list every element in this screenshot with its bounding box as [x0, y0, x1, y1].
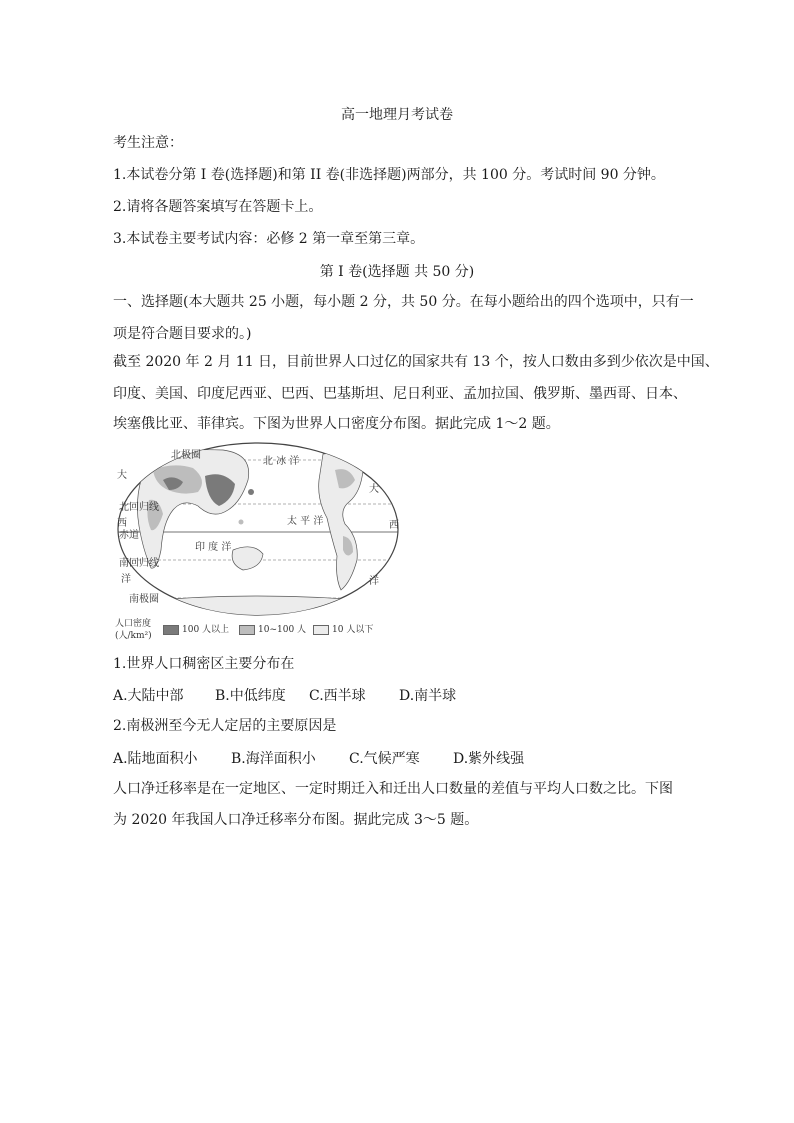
- label-pacific-ocean: 太 平 洋: [287, 516, 324, 527]
- section-title: 第 I 卷(选择题 共 50 分): [319, 264, 475, 280]
- question-1-stem: 1.世界人口稠密区主要分布在: [113, 656, 295, 672]
- legend-item-low: [313, 622, 373, 635]
- legend-label-high: 100 人以上: [182, 625, 230, 635]
- label-arctic-ocean: 北 冰 洋: [263, 456, 300, 467]
- label-atlantic-left-2: 西: [117, 518, 127, 529]
- world-population-density-map: [113, 440, 403, 648]
- q1-option-a[interactable]: A.大陆中部: [113, 688, 184, 704]
- label-indian-ocean: 印 度 洋: [195, 542, 232, 553]
- legend-swatch-low: [313, 625, 329, 635]
- label-atlantic-left-1: 大: [117, 470, 127, 481]
- legend-swatch-high: [163, 625, 179, 635]
- legend-swatch-medium: [239, 625, 255, 635]
- q1-option-d[interactable]: D.南半球: [399, 688, 457, 704]
- question-1-options: [113, 685, 456, 705]
- legend-item-medium: [239, 622, 306, 635]
- notice-heading: 考生注意：: [113, 135, 183, 151]
- question-2-options: [113, 748, 524, 768]
- label-atlantic-right-2: 西: [389, 520, 399, 531]
- passage2-line-2: 为 2020 年我国人口净迁移率分布图。据此完成 3～5 题。: [113, 812, 479, 828]
- map-legend: [113, 616, 403, 646]
- note-1: 1.本试卷分第 I 卷(选择题)和第 II 卷(非选择题)两部分，共 100 分。考试时间 90 分钟。: [113, 167, 665, 183]
- legend-label-low: 10 人以下: [332, 625, 374, 635]
- exam-title: 高一地理月考试卷: [341, 107, 453, 123]
- passage1-line-3: 埃塞俄比亚、菲律宾。下图为世界人口密度分布图。据此完成 1～2 题。: [113, 416, 560, 432]
- label-tropic-of-capricorn: 南回归线: [119, 558, 159, 569]
- q1-option-c[interactable]: C.西半球: [309, 688, 366, 704]
- passage1-line-1: 截至 2020 年 2 月 11 日，目前世界人口过亿的国家共有 13 个，按人口数由多到少依次是中国、: [113, 354, 719, 370]
- q1-option-b[interactable]: B.中低纬度: [215, 688, 286, 704]
- label-atlantic-right-3: 洋: [369, 576, 379, 587]
- passage1-line-2: 印度、美国、印度尼西亚、巴西、巴基斯坦、尼日利亚、孟加拉国、俄罗斯、墨西哥、日本、: [113, 386, 687, 402]
- instructions-line-2: 项是符合题目要求的。): [113, 326, 252, 342]
- label-atlantic-left-3: 洋: [121, 574, 131, 585]
- question-2-stem: 2.南极洲至今无人定居的主要原因是: [113, 718, 337, 734]
- label-atlantic-right-1: 大: [369, 484, 379, 495]
- q2-option-d[interactable]: D.紫外线强: [453, 751, 525, 767]
- legend-item-high: [163, 622, 229, 635]
- label-equator: 赤道: [119, 530, 139, 541]
- label-arctic-circle: 北极圈: [171, 450, 201, 461]
- note-3: 3.本试卷主要考试内容：必修 2 第一章至第三章。: [113, 231, 425, 247]
- label-tropic-of-cancer: 北回归线: [119, 502, 159, 513]
- q2-option-a[interactable]: A.陆地面积小: [113, 751, 198, 767]
- instructions-line-1: 一、选择题(本大题共 25 小题，每小题 2 分，共 50 分。在每小题给出的四个选项中，只有一: [113, 294, 694, 310]
- q2-option-c[interactable]: C.气候严寒: [349, 751, 420, 767]
- passage2-line-1: 人口净迁移率是在一定地区、一定时期迁入和迁出人口数量的差值与平均人口数之比。下图: [113, 781, 673, 797]
- label-antarctic-circle: 南极圈: [129, 594, 159, 605]
- legend-label-medium: 10~100 人: [258, 625, 307, 635]
- q2-option-b[interactable]: B.海洋面积小: [231, 751, 316, 767]
- legend-title: 人口密度 (人/km²): [115, 619, 152, 641]
- note-2: 2.请将各题答案填写在答题卡上。: [113, 199, 323, 215]
